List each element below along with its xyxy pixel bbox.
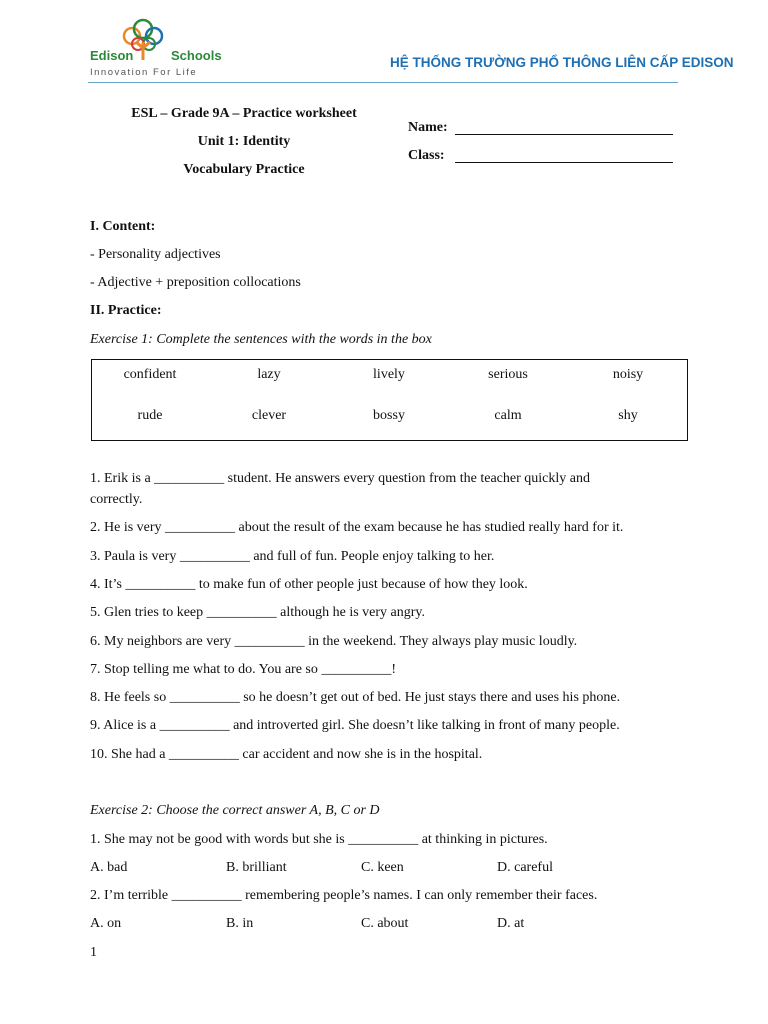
content-item: - Adjective + preposition collocations <box>90 275 301 290</box>
word-box-item: rude <box>137 408 163 423</box>
page-number: 1 <box>90 945 97 960</box>
exercise1-sentence: 8. He feels so __________ so he doesn’t get out of bed. He just stays there and uses his phone. <box>90 690 621 705</box>
practice-heading: II. Practice: <box>90 303 162 318</box>
exercise1-sentence: 7. Stop telling me what to do. You are so __________! <box>90 662 397 677</box>
class-label: Class: <box>408 148 445 163</box>
word-box-item: bossy <box>373 408 405 423</box>
exercise1-sentence: 9. Alice is a __________ and introverted girl. She doesn’t like talking in front of many people. <box>90 718 620 733</box>
word-box-item: clever <box>251 408 287 423</box>
class-field[interactable] <box>455 162 673 163</box>
word-box-item: lively <box>373 367 405 382</box>
exercise1-sentence: 4. It’s __________ to make fun of other people just because of how they look. <box>90 577 528 592</box>
exercise1-sentence: 6. My neighbors are very __________ in the weekend. They always play music loudly. <box>90 634 578 649</box>
name-field[interactable] <box>455 134 673 135</box>
word-box-item: confident <box>123 367 177 382</box>
name-label: Name: <box>408 120 448 135</box>
unit-title: Unit 1: Identity <box>197 134 291 149</box>
word-box-item: noisy <box>612 367 644 382</box>
exercise1-sentence: 2. He is very __________ about the result of the exam because he has studied really hard for it. <box>90 520 624 535</box>
word-box-item: serious <box>488 367 528 382</box>
word-box-item: calm <box>494 408 522 423</box>
answer-option: C. keen <box>361 860 404 875</box>
answer-option: C. about <box>361 916 409 931</box>
worksheet-title: ESL – Grade 9A – Practice worksheet <box>131 106 357 121</box>
school-system-name: HỆ THỐNG TRƯỜNG PHỔ THÔNG LIÊN CẤP EDISON <box>390 55 734 70</box>
exercise1-sentence: 1. Erik is a __________ student. He answers every question from the teacher quickly and <box>90 471 590 486</box>
answer-option: A. on <box>90 916 122 931</box>
word-box-item: shy <box>618 408 638 423</box>
answer-option: D. at <box>497 916 525 931</box>
exercise1-sentence: 10. She had a __________ car accident and now she is in the hospital. <box>90 747 483 762</box>
section-title: Vocabulary Practice <box>183 162 305 177</box>
answer-option: D. careful <box>497 860 553 875</box>
logo-text-schools: Schools <box>171 48 222 63</box>
exercise1-instruction: Exercise 1: Complete the sentences with the words in the box <box>90 332 432 347</box>
answer-option: B. in <box>226 916 254 931</box>
exercise2-question: 2. I’m terrible __________ remembering people’s names. I can only remember their faces. <box>90 888 598 903</box>
answer-option: A. bad <box>90 860 128 875</box>
logo-tagline: Innovation For Life <box>90 67 198 78</box>
exercise2-question: 1. She may not be good with words but she is __________ at thinking in pictures. <box>90 832 548 847</box>
exercise2-instruction: Exercise 2: Choose the correct answer A, B, C or D <box>90 803 380 818</box>
header-divider <box>88 82 678 83</box>
exercise1-sentence: 3. Paula is very __________ and full of fun. People enjoy talking to her. <box>90 549 495 564</box>
content-heading: I. Content: <box>90 219 156 234</box>
exercise1-sentence: 5. Glen tries to keep __________ although he is very angry. <box>90 605 426 620</box>
content-item: - Personality adjectives <box>90 247 221 262</box>
word-box-item: lazy <box>257 367 281 382</box>
answer-option: B. brilliant <box>226 860 287 875</box>
exercise1-sentence: correctly. <box>90 492 143 507</box>
logo-text-edison: Edison <box>90 48 134 63</box>
